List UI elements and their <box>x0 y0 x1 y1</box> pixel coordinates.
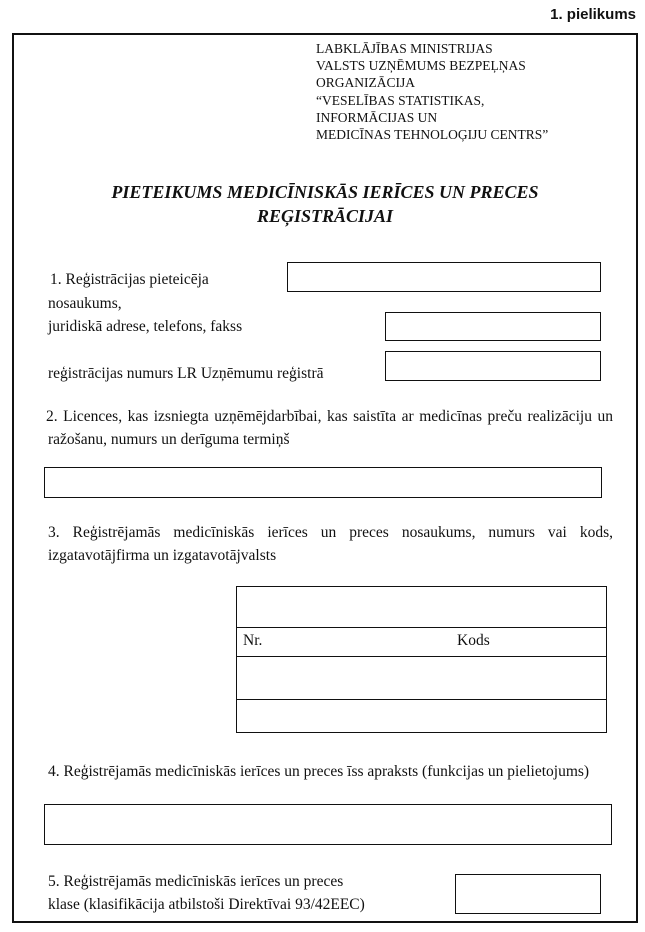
s1-label-line1: 1. Reģistrācijas pieteicēja <box>50 271 209 288</box>
registration-number-field[interactable] <box>385 351 601 381</box>
table-row[interactable] <box>237 587 606 628</box>
issuer-line: “VESELĪBAS STATISTIKAS, <box>316 92 485 108</box>
issuer-line: LABKLĀJĪBAS MINISTRIJAS <box>316 41 493 56</box>
applicant-name-field[interactable] <box>287 262 601 292</box>
table-header-row <box>237 628 606 657</box>
s1-label-line2: nosaukums, <box>48 295 122 312</box>
product-table <box>236 586 607 733</box>
class-field[interactable] <box>455 874 601 914</box>
description-field[interactable] <box>44 804 612 845</box>
s1-label-line3: juridiskā adrese, telefons, fakss <box>48 318 243 335</box>
column-header-kods: Kods <box>457 632 490 649</box>
title-line: REĢISTRĀCIJAI <box>256 206 394 226</box>
s3-label: 3. Reģistrējamās medicīniskās ierīces un preces nosaukums, numurs vai kods, izgatavotājfirma un izgatavotājvalsts <box>48 524 613 564</box>
issuer-header <box>316 40 616 143</box>
issuer-line: MEDICĪNAS TEHNOLOĢIJU CENTRS” <box>316 127 549 143</box>
s5-label-line1: 5. Reģistrējamās medicīniskās ierīces un preces <box>48 873 344 890</box>
issuer-line: ORGANIZĀCIJA <box>316 75 415 91</box>
annex-label: 1. pielikums <box>550 6 636 23</box>
title-line: PIETEIKUMS MEDICĪNISKĀS IERĪCES UN PRECES <box>111 182 539 202</box>
s4-label: 4. Reģistrējamās medicīniskās ierīces un preces īss apraksts (funkcijas un pielietojums) <box>48 763 590 780</box>
applicant-address-field[interactable] <box>385 312 601 341</box>
table-row[interactable] <box>237 657 606 700</box>
table-row[interactable] <box>237 700 606 732</box>
s2-label: 2. Licences, kas izsniegta uzņēmējdarbībai, kas saistīta ar medicīnas preču realizāciju un ražošanu, numurs un derīguma termiņš <box>46 408 613 448</box>
form-title <box>40 180 610 228</box>
s1-label-line4: reģistrācijas numurs LR Uzņēmumu reģistrā <box>48 365 324 382</box>
licence-field[interactable] <box>44 467 602 498</box>
issuer-line: INFORMĀCIJAS UN <box>316 109 438 125</box>
issuer-line: VALSTS UZŅĒMUMS BEZPEĻŅAS <box>316 58 526 74</box>
column-header-nr: Nr. <box>243 632 263 649</box>
s5-label-line2: klase (klasifikācija atbilstoši Direktīvai 93/42EEC) <box>48 896 365 913</box>
